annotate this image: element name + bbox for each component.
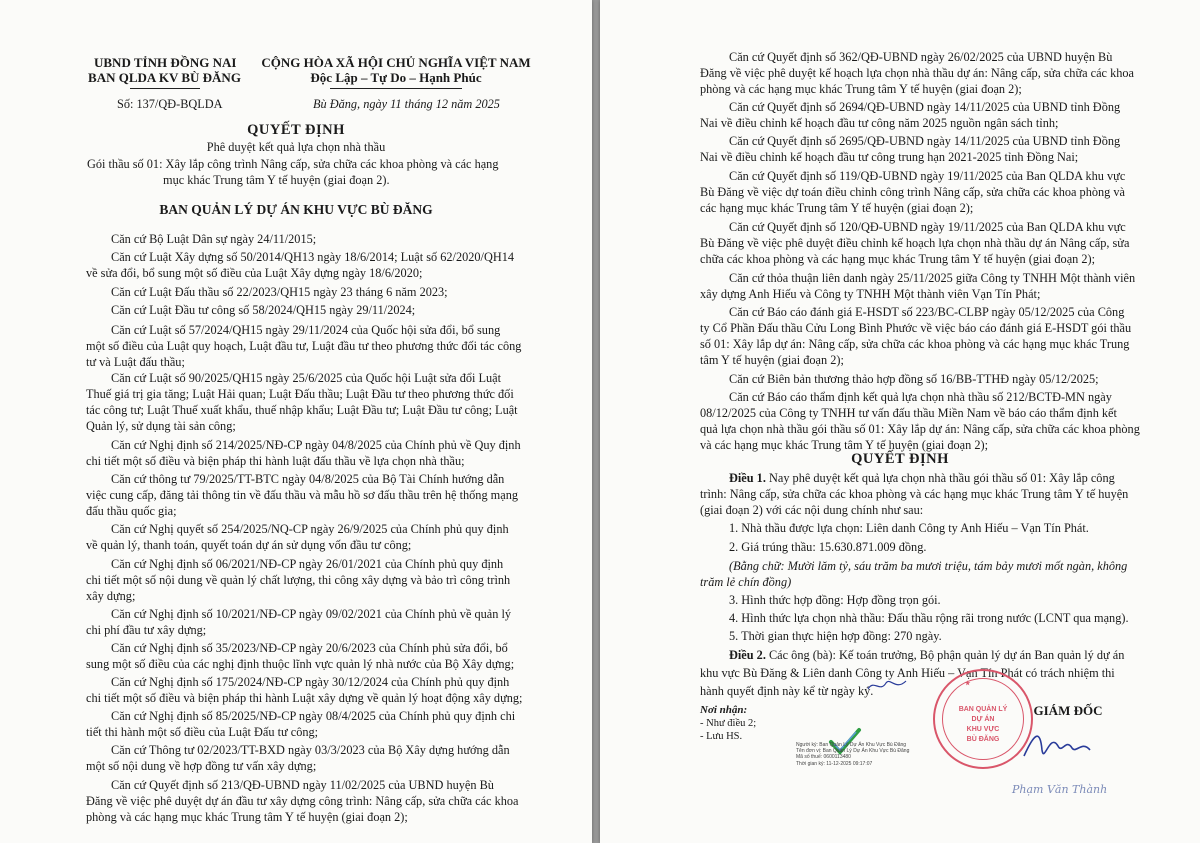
subject-line-2: Gói thầu số 01: Xây lắp công trình Nâng cấp, sửa chữa các khoa phòng và các hạng — [87, 157, 499, 171]
esign-time: Thời gian ký: 11-12-2025 09:17:07 — [796, 761, 873, 767]
item-1: 1. Nhà thầu được lựa chọn: Liên danh Công ty Anh Hiếu – Vạn Tín Phát. — [729, 521, 1089, 535]
left-body-line: xây dựng; — [86, 589, 136, 603]
initial-signature — [866, 675, 910, 697]
left-body-line: về sửa đổi, bổ sung một số điều của Luật Xây dựng ngày 18/6/2020; — [86, 266, 423, 280]
left-body-line: Căn cứ Nghị định số 175/2024/NĐ-CP ngày 30/12/2024 của Chính phủ quy định — [111, 675, 510, 689]
subject-line-3: mục khác Trung tâm Y tế huyện (giai đoạn 2). — [163, 173, 390, 187]
article-2-line-3: hành quyết định này kể từ ngày ký. — [700, 684, 874, 698]
right-body-line: chữa các khoa phòng và các hạng mục khác Trung tâm Y tế huyện (giai đoạn 2); — [700, 252, 1096, 266]
article-2-line-2: khu vực Bù Đăng & Liên danh Công ty Anh Hiếu – Vạn Tín Phát có trách nhiệm thi — [700, 666, 1115, 680]
right-body-line: Căn cứ Quyết định số 119/QĐ-UBND ngày 19/11/2025 của Ban QLDA khu vực — [729, 169, 1126, 183]
amount-in-words-1: (Bằng chữ: Mười lăm tỷ, sáu trăm ba mươi triệu, tám bảy mươi mốt ngàn, không — [729, 559, 1128, 573]
right-body-line: Nai về điều chỉnh kế hoạch đầu tư công năm 2025 nguồn ngân sách tỉnh; — [700, 116, 1059, 130]
item-3: 3. Hình thức hợp đồng: Hợp đồng trọn gói. — [729, 593, 941, 607]
esign-tax: Mã số thuế: 0600113480 — [796, 754, 851, 760]
left-body-line: Căn cứ Nghị định số 35/2023/NĐ-CP ngày 20/6/2023 của Chính phủ sửa đổi, bổ — [111, 641, 508, 655]
national-title: CỘNG HÒA XÃ HỘI CHỦ NGHĨA VIỆT NAM — [261, 55, 531, 70]
left-body-line: Thuế giá trị gia tăng; Luật Hải quan; Luật Đấu thầu; Luật Đầu tư theo phương thức đối — [86, 387, 514, 401]
national-motto: Độc Lập – Tự Do – Hạnh Phúc — [310, 70, 482, 85]
left-body-line: Căn cứ Thông tư 02/2023/TT-BXD ngày 03/3/2023 của Bộ Xây dựng hướng dẫn — [111, 743, 510, 757]
left-body-line: tiết thi hành một số điều của Luật Đấu tư công; — [86, 725, 319, 739]
left-body-line: Căn cứ Nghị quyết số 254/2025/NQ-CP ngày 26/9/2025 của Chính phủ quy định — [111, 522, 509, 536]
place-date: Bù Đăng, ngày 11 tháng 12 năm 2025 — [313, 97, 500, 111]
article-1-line-2: trình: Nâng cấp, sửa chữa các khoa phòng và các hạng mục khác Trung tâm Y tế huyện — [700, 487, 1129, 501]
right-body-line: Căn cứ Quyết định số 2695/QĐ-UBND ngày 14/11/2025 của UBND tỉnh Đồng — [729, 134, 1121, 148]
right-body-line: Nai về điều chỉnh kế hoạch đầu tư công trung hạn 2021-2025 tỉnh Đồng Nai; — [700, 150, 1079, 164]
right-body-line: Căn cứ Biên bản thương thảo hợp đồng số 16/BB-TTHĐ ngày 05/12/2025; — [729, 372, 1099, 386]
recipients-label: Nơi nhận: — [700, 704, 748, 716]
article-1-line-3: (giai đoạn 2) với các nội dung chính như sau: — [700, 503, 924, 517]
document-type: QUYẾT ĐỊNH — [247, 122, 345, 138]
left-body-line: chi tiết một số nội dung về quản lý chất lượng, thi công xây dựng và bảo trì công trình — [86, 573, 511, 587]
left-body-line: một số điều của Luật quy hoạch, Luật đầu tư, Luật đầu tư theo phương thức đối tác công — [86, 339, 522, 353]
esign-signer: Người ký: Ban Quản Lý Dự Án Khu Vực Bù Đăng — [796, 742, 907, 748]
left-body-line: Căn cứ Luật Xây dựng số 50/2014/QH13 ngày 18/6/2014; Luật số 62/2020/QH14 — [111, 250, 515, 264]
left-body-line: Căn cứ Bộ Luật Dân sự ngày 24/11/2015; — [111, 232, 317, 246]
decision-heading: QUYẾT ĐỊNH — [851, 451, 949, 467]
left-body-line: sung một số điều của các nghị định thuộc lĩnh vực quản lý nhà nước của Bộ Xây dựng; — [86, 657, 515, 671]
right-body-line: quả lựa chọn nhà thầu gói thầu số 01: Xây lắp dự án: Nâng cấp, sửa chữa các khoa phòng — [700, 422, 1140, 436]
right-body-line: Căn cứ Quyết định số 362/QĐ-UBND ngày 26/02/2025 của UBND huyện Bù — [729, 50, 1113, 64]
left-body-line: tư và Luật đấu thầu; — [86, 355, 185, 369]
stamp-line-4: BÙ ĐĂNG — [966, 736, 1000, 743]
signer-name: Phạm Văn Thành — [1012, 783, 1108, 796]
agency-unit: BAN QLDA KV BÙ ĐĂNG — [88, 70, 241, 85]
article-1-text: Nay phê duyệt kết quả lựa chọn nhà thầu gói thầu số 01: Xây lắp công — [765, 471, 1115, 485]
left-body-line: Đăng về việc phê duyệt dự án đầu tư xây dựng công trình: Nâng cấp, sửa chữa các khoa — [86, 794, 519, 808]
left-body-line: Căn cứ thông tư 79/2025/TT-BTC ngày 04/8/2025 của Bộ Tài Chính hướng dẫn — [111, 472, 505, 486]
article-2-line-1 — [729, 648, 1124, 663]
left-body-line: một số nội dung về hợp đồng tư vấn xây dựng; — [86, 759, 317, 773]
official-stamp: BAN QUẢN LÝ DỰ ÁN KHU VỰC BÙ ĐĂNG ★ — [933, 669, 1033, 769]
right-body-line: phòng và các hạng mục khác Trung tâm Y tế huyện (giai đoạn 2); — [700, 82, 1022, 96]
left-body-line: Căn cứ Nghị định số 214/2025/NĐ-CP ngày 04/8/2025 của Chính phủ về Quy định — [111, 438, 521, 452]
left-body-line: Căn cứ Luật Đầu tư công số 58/2024/QH15 ngày 29/11/2024; — [111, 303, 416, 317]
amount-in-words-2: trăm lẻ chín đồng) — [700, 575, 792, 589]
signer-title: GIÁM ĐỐC — [1033, 703, 1103, 718]
right-body-line: Căn cứ Quyết định số 2694/QĐ-UBND ngày 14/11/2025 của UBND tỉnh Đồng — [729, 100, 1121, 114]
stamp-line-3: KHU VỰC — [966, 726, 1000, 733]
left-body-line: chi phí đầu tư xây dựng; — [86, 623, 207, 637]
right-body-line: 08/12/2025 của Công ty TNHH tư vấn đấu thầu Miền Nam về báo cáo thẩm định kết — [700, 406, 1117, 420]
article-1-line-1 — [729, 471, 1115, 486]
left-body-line: đấu thầu quốc gia; — [86, 504, 177, 518]
subject-line-1: Phê duyệt kết quả lựa chọn nhà thầu — [206, 140, 386, 154]
left-body-line: về quản lý, thanh toán, quyết toán dự án sử dụng vốn đầu tư công; — [86, 538, 412, 552]
right-body-line: Căn cứ Báo cáo thẩm định kết quả lựa chọn nhà thầu số 212/BCTĐ-MN ngày — [729, 390, 1112, 404]
recipient-1: - Như điều 2; — [700, 718, 757, 729]
agency-underline — [130, 88, 200, 89]
right-body-line: Căn cứ Báo cáo đánh giá E-HSDT số 223/BC-CLBP ngày 05/12/2025 của Công — [729, 305, 1125, 319]
right-body-line: các hạng mục khác Trung tâm Y tế huyện (giai đoạn 2); — [700, 201, 974, 215]
document-number: Số: 137/QĐ-BQLDA — [117, 97, 223, 111]
right-body-line: số 01: Xây lắp dự án: Nâng cấp, sửa chữa các khoa phòng và các hạng mục khác Trung — [700, 337, 1130, 351]
right-body-line: Bù Đăng về việc dự toán điều chỉnh công trình Nâng cấp, sửa chữa các khoa phòng và — [700, 185, 1125, 199]
item-4: 4. Hình thức lựa chọn nhà thầu: Đấu thầu rộng rãi trong nước (LCNT qua mạng). — [729, 611, 1129, 625]
right-body-line: Đăng về việc phê duyệt kế hoạch lựa chọn nhà thầu dự án: Nâng cấp, sửa chữa các khoa — [700, 66, 1134, 80]
left-body-line: Căn cứ Quyết định số 213/QĐ-UBND ngày 11/02/2025 của UBND huyện Bù — [111, 778, 494, 792]
right-body-line: Căn cứ Quyết định số 120/QĐ-UBND ngày 19/11/2025 của Ban QLDA khu vực — [729, 220, 1126, 234]
right-body-line: Bù Đăng về việc phê duyệt điều chỉnh kế hoạch lựa chọn nhà thầu dự án Nâng cấp, sửa — [700, 236, 1130, 250]
left-body-line: tác công tư; Luật Thuế xuất khẩu, thuế nhập khẩu; Luật Đầu tư; Luật Đầu tư công; Luật — [86, 403, 518, 417]
item-2: 2. Giá trúng thầu: 15.630.871.009 đồng. — [729, 540, 927, 554]
left-body-line: phòng và các hạng mục khác Trung tâm Y tế huyện (giai đoạn 2); — [86, 810, 408, 824]
right-body-line: tâm Y tế huyện (giai đoạn 2); — [700, 353, 844, 367]
document-page-left — [0, 0, 592, 843]
stamp-line-2: DỰ ÁN — [971, 716, 995, 723]
recipient-2: - Lưu HS. — [700, 731, 743, 742]
left-body-line: Căn cứ Nghị định số 85/2025/NĐ-CP ngày 08/4/2025 của Chính phủ quy định chi — [111, 709, 516, 723]
left-body-line: Căn cứ Nghị định số 10/2021/NĐ-CP ngày 09/02/2021 của Chính phủ về quản lý — [111, 607, 512, 621]
motto-underline — [330, 88, 462, 89]
esign-unit: Tên đơn vị: Ban Quản Lý Dự Án Khu Vực Bù Đăng — [796, 748, 910, 754]
left-body-line: chi tiết một số điều và biện pháp thi hành luật đấu thầu về lựa chọn nhà thầu; — [86, 454, 465, 468]
agency-name: UBND TỈNH ĐỒNG NAI — [94, 55, 237, 70]
article-2-label: Điều 2. — [729, 648, 766, 662]
left-body-line: Căn cứ Luật số 57/2024/QH15 ngày 29/11/2024 của Quốc hội sửa đổi, bổ sung — [111, 323, 501, 337]
left-body-line: Căn cứ Luật số 90/2025/QH15 ngày 25/6/2025 của Quốc hội Luật sửa đổi Luật — [111, 371, 502, 385]
left-body-line: chi tiết một số điều và biện pháp thi hành Luật xây dựng về quản lý hoạt động xây dựng; — [86, 691, 523, 705]
left-body-line: Căn cứ Luật Đấu thầu số 22/2023/QH15 ngày 23 tháng 6 năm 2023; — [111, 285, 448, 299]
left-body-line: Căn cứ Nghị định số 06/2021/NĐ-CP ngày 26/01/2021 của Chính phủ quy định — [111, 557, 504, 571]
issuer-heading: BAN QUẢN LÝ DỰ ÁN KHU VỰC BÙ ĐĂNG — [159, 202, 433, 217]
article-1-label: Điều 1. — [729, 471, 766, 485]
right-body-line: Căn cứ thỏa thuận liên danh ngày 25/11/2025 giữa Công ty TNHH Một thành viên — [729, 271, 1136, 285]
right-body-line: ty Cổ Phần Đấu thầu Cửu Long Bình Phước về việc báo cáo đánh giá E-HSDT gói thầu — [700, 321, 1132, 335]
article-2-text: Các ông (bà): Kế toán trưởng, Bộ phận quản lý dự án Ban quản lý dự án — [765, 648, 1125, 662]
right-body-line: và các hạng mục khác Trung tâm Y tế huyện (giai đoạn 2); — [700, 438, 988, 452]
left-body-line: Quản lý, sử dụng tài sản công; — [86, 419, 236, 433]
item-5: 5. Thời gian thực hiện hợp đồng: 270 ngày. — [729, 629, 942, 643]
right-body-line: xây dựng Anh Hiếu và Công ty TNHH Một thành viên Vạn Tín Phát; — [700, 287, 1041, 301]
handwritten-signature — [1020, 720, 1100, 768]
document-page-right — [600, 0, 1200, 843]
stamp-line-1: BAN QUẢN LÝ — [958, 706, 1008, 713]
left-body-line: việc cung cấp, đăng tải thông tin về đấu thầu và mẫu hồ sơ đấu thầu trên hệ thống mạng — [86, 488, 518, 502]
